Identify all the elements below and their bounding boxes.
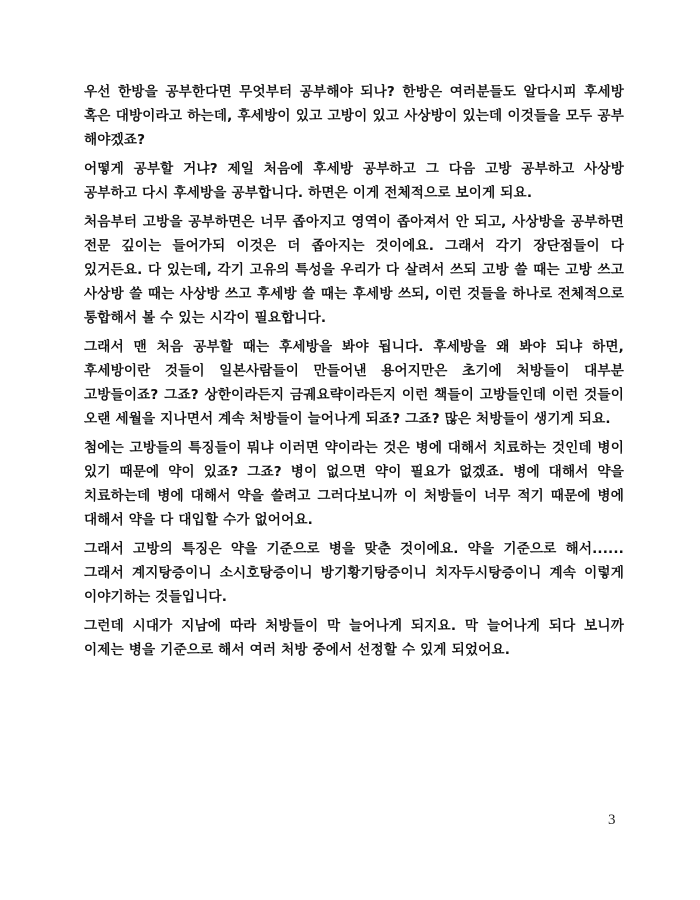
body-text bbox=[84, 80, 624, 667]
paragraph-2: 어떻게 공부할 거냐? 제일 처음에 후세방 공부하고 그 다음 고방 공부하고 사상방 공부하고 다시 후세방을 공부합니다. 하면은 이게 전체적으로 보이게 되요. bbox=[84, 161, 624, 201]
paragraph-7: 그런데 시대가 지남에 따라 처방들이 막 늘어나게 되지요. 막 늘어나게 되다 보니까 이제는 병을 기준으로 해서 여러 처방 중에서 선정할 수 있게 되었어요. bbox=[84, 618, 624, 658]
paragraph-5: 첨에는 고방들의 특징들이 뭐냐 이러면 약이라는 것은 병에 대해서 치료하는 것인데 병이 있기 때문에 약이 있죠? 그죠? 병이 없으면 약이 필요가 없겠죠. 병에 대해서 약을 치료하는데 병에 대해서 약을 쓸려고 그러다보니까 이 처방들이 너무 적기 때문에 병에 대해서 약을 다 대입할 수가 없어어요. bbox=[84, 440, 624, 528]
paragraph-6: 그래서 고방의 특징은 약을 기준으로 병을 맞춘 것이에요. 약을 기준으로 해서...... 그래서 계지탕증이니 소시호탕증이니 방기황기탕증이니 치자두시탕증이니 계속 이렇게 이야기하는 것들입니다. bbox=[84, 541, 624, 605]
page-number: 3 bbox=[608, 812, 616, 828]
paragraph-3: 처음부터 고방을 공부하면은 너무 좁아지고 영역이 좁아져서 안 되고, 사상방을 공부하면 전문 깊이는 들어가되 이것은 더 좁아지는 것이에요. 그래서 각기 장단점들이 다 있거든요. 다 있는데, 각기 고유의 특성을 우리가 다 살려서 쓰되 고방 쓸 때는 고방 쓰고 사상방 쓸 때는 사상방 쓰고 후세방 쓸 때는 후세방 쓰되, 이런 것들을 하나로 전체적으로 통합해서 볼 수 있는 시각이 필요합니다. bbox=[84, 214, 624, 326]
paragraph-1: 우선 한방을 공부한다면 무엇부터 공부해야 되나? 한방은 여러분들도 알다시피 후세방 혹은 대방이라고 하는데, 후세방이 있고 고방이 있고 사상방이 있는데 이것들을 모두 공부 해야겠죠? bbox=[84, 84, 624, 148]
paragraph-4: 그래서 맨 처음 공부할 때는 후세방을 봐야 됩니다. 후세방을 왜 봐야 되냐 하면, 후세방이란 것들이 일본사람들이 만들어낸 용어지만은 초기에 처방들이 대부분 고방들이죠? 그죠? 상한이라든지 금궤요략이라든지 이런 책들이 고방들인데 이런 것들이 오랜 세월을 지나면서 계속 처방들이 늘어나게 되죠? 그죠? 많은 처방들이 생기게 되요. bbox=[84, 339, 624, 427]
